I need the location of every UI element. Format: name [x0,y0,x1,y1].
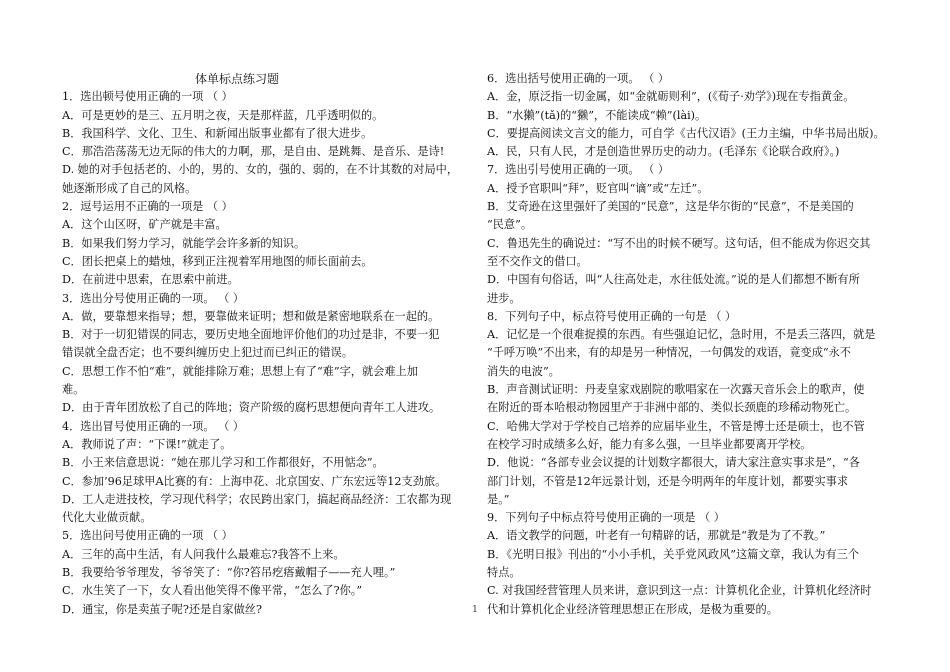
text-line: C．团长把桌上的蜡烛，移到正注视着军用地图的师长面前去。 [62,254,373,268]
text-line: C．思想工作不怕“难”，就能排除万难；思想上有了“难”字，就会难上加 [62,364,418,378]
text-line: B．我国科学、文化、卫生、和新闻出版事业都有了很大进步。 [62,126,373,140]
text-line: B．《光明日报》刊出的“小小手机，关乎党风政风”这篇文章，我认为有三个 [487,547,860,561]
text-line: 7．选出引号使用正确的一项。 （ ） [487,163,670,177]
text-line: 特点。 [487,566,521,580]
text-line: 难。 [62,383,85,397]
text-line: A．三年的高中生活，有人问我什么最难忘?我答不上来。 [62,547,345,561]
text-line: B．“水獭”(tǎ)的“獭”，不能读成“赖”(lài)。 [487,108,707,122]
text-line: 至不交作文的借口。 [487,254,588,268]
text-line: 错误就全盘否定；也不要纠缠历史上犯过而已纠正的错误。 [62,346,353,360]
text-line: D．工人走进技校，学习现代科学；农民跨出家门，搞起商品经济：工农都为现 [62,492,452,506]
text-line: 在校学习时成绩多么好，能力有多么强，一旦毕业都要离开学校。 [487,437,812,451]
page-title: 体单标点练习题 [194,72,279,86]
text-line: A．语文教学的问题，叶老有一句精辟的话，那就是“教是为了不教。” [487,529,826,543]
text-line: 在附近的哥本哈根动物园里产于非洲中部的、类似长颈鹿的珍稀动物死亡。 [487,401,857,415]
text-line: B．艾奇逊在这里强奸了美国的“民意”，这是华尔街的“民意”，不是美国的 [487,200,854,214]
text-line: C．水生笑了一下，女人看出他笑得不像平常，“怎么了?你。” [62,584,363,598]
text-line: “民意”。 [487,218,533,232]
text-line: B．对于一切犯错误的同志，要历史地全面地评价他们的功过是非，不要一犯 [62,328,440,342]
text-line: A．授予官职叫“拜”，贬官叫“谪”或“左迁”。 [487,181,709,195]
text-line: D．他说：“各部专业会议提的计划数字都很大，请大家注意实事求是”，“各 [487,456,860,470]
text-line: B．小王来信意思说：“她在那儿学习和工作都很好，不用惦念”。 [62,456,384,470]
page-number: 1 [472,605,478,615]
text-line: 6．选出括号使用正确的一项。 （ ） [487,72,670,85]
text-line: D．在前进中思索，在思索中前进。 [62,273,239,287]
text-line: 代化大业做贡献。 [62,511,152,525]
text-line: 2．逗号运用不正确的一项是 （ ） [62,200,233,214]
text-line: 代和计算机化企业经济管理思想正在形成，是极为重要的。 [487,602,778,616]
text-line: 进步。 [487,291,521,305]
left-lines [62,88,472,619]
text-line: 部门计划，不管是12年远景计划，还是今明两年的年度计划，都要实事求 [487,474,849,488]
text-line: C. 对我国经营管理人员来讲，意识到这一点：计算机化企业，计算机化经济时 [487,584,872,598]
text-line: B．如果我们努力学习，就能学会许多新的知识。 [62,236,306,250]
text-line: D．由于青年团放松了自己的阵地；资产阶级的腐朽思想便向青年工人进攻。 [62,401,441,415]
left-column [62,70,472,619]
text-line: C．哈佛大学对于学校自己培养的应届毕业生，不管是博士还是硕士，也不管 [487,419,865,433]
text-line: 3．选出分号使用正确的一项。 （ ） [62,291,245,305]
text-line: A．记忆是一个很难捉摸的东西。有些强迫记忆，急时用，不是丢三落四，就是 [487,328,876,342]
text-line: B．声音测试证明：丹麦皇家戏剧院的歌唱家在一次露天音乐会上的歌声，使 [487,383,865,397]
text-line: A．金，原泛指一切金属，如“金就砺则利”，(《荀子·劝学》)现在专指黄金。 [487,90,855,104]
text-line: “千呼万唤”不出来，有的却是另一种情况，一句偶发的戏语，竟变成“永不 [487,346,851,360]
text-line: A．做，要靠想来指导；想，要靠做来证明；想和做是紧密地联系在一起的。 [62,309,440,323]
text-line: 1．选出顿号使用正确的一项 （ ） [62,90,233,104]
text-line: 9．下列句子中标点符号使用正确的一项是 （ ） [487,511,725,525]
text-line: A．民，只有人民，才是创造世界历史的动力。(毛泽东《论联合政府》。) [487,145,840,159]
text-line: 4．选出冒号使用正确的一项。 （ ） [62,419,245,433]
right-column [487,70,892,619]
text-line: C．那浩浩荡荡无边无际的伟大的力啊，那，是自由、是跳舞、是音乐、是诗! [62,145,445,159]
right-lines [487,70,892,619]
text-line: 8．下列句子中，标点符号使用正确的一句是 （ ） [487,309,737,323]
text-line: 5．选出问号使用正确的一项 （ ） [62,529,233,543]
text-line: 她逐渐形成了自己的风格。 [62,181,197,195]
text-line: D. 她的对手包括老的、小的，男的、女的，强的、弱的，在不计其数的对局中， [62,163,459,177]
text-line: 是。” [487,492,510,506]
text-line: A．这个山区呀，矿产就是丰富。 [62,218,227,232]
text-line: C．要提高阅读文言文的能力，可自学《古代汉语》(王力主编，中华书局出版)。 [487,126,885,140]
text-line: C．参加’96足球甲A比赛的有：上海申花、北京国安、广东宏远等12支劲旅。 [62,474,447,488]
text-line: 消失的电波”。 [487,364,560,378]
text-line: A．可是更妙的是三、五月明之夜，天是那样蓝，几乎透明似的。 [62,108,384,122]
text-line: A．教师说了声：“下课!”就走了。 [62,437,232,451]
text-line: D．中国有句俗话，叫“人往高处走，水往低处流。”说的是人们都想不断有所 [487,273,860,287]
text-line: B．我要给爷爷理发，爷爷笑了：“你?笞吊疙瘩戴帽子——充人哩。” [62,566,396,580]
text-line: D．通宝，你是卖茧子呢?还是自家做丝? [62,602,262,616]
text-line: C．鲁迅先生的确说过：“写不出的时候不硬写。这句话，但不能成为你迟交其 [487,236,871,250]
